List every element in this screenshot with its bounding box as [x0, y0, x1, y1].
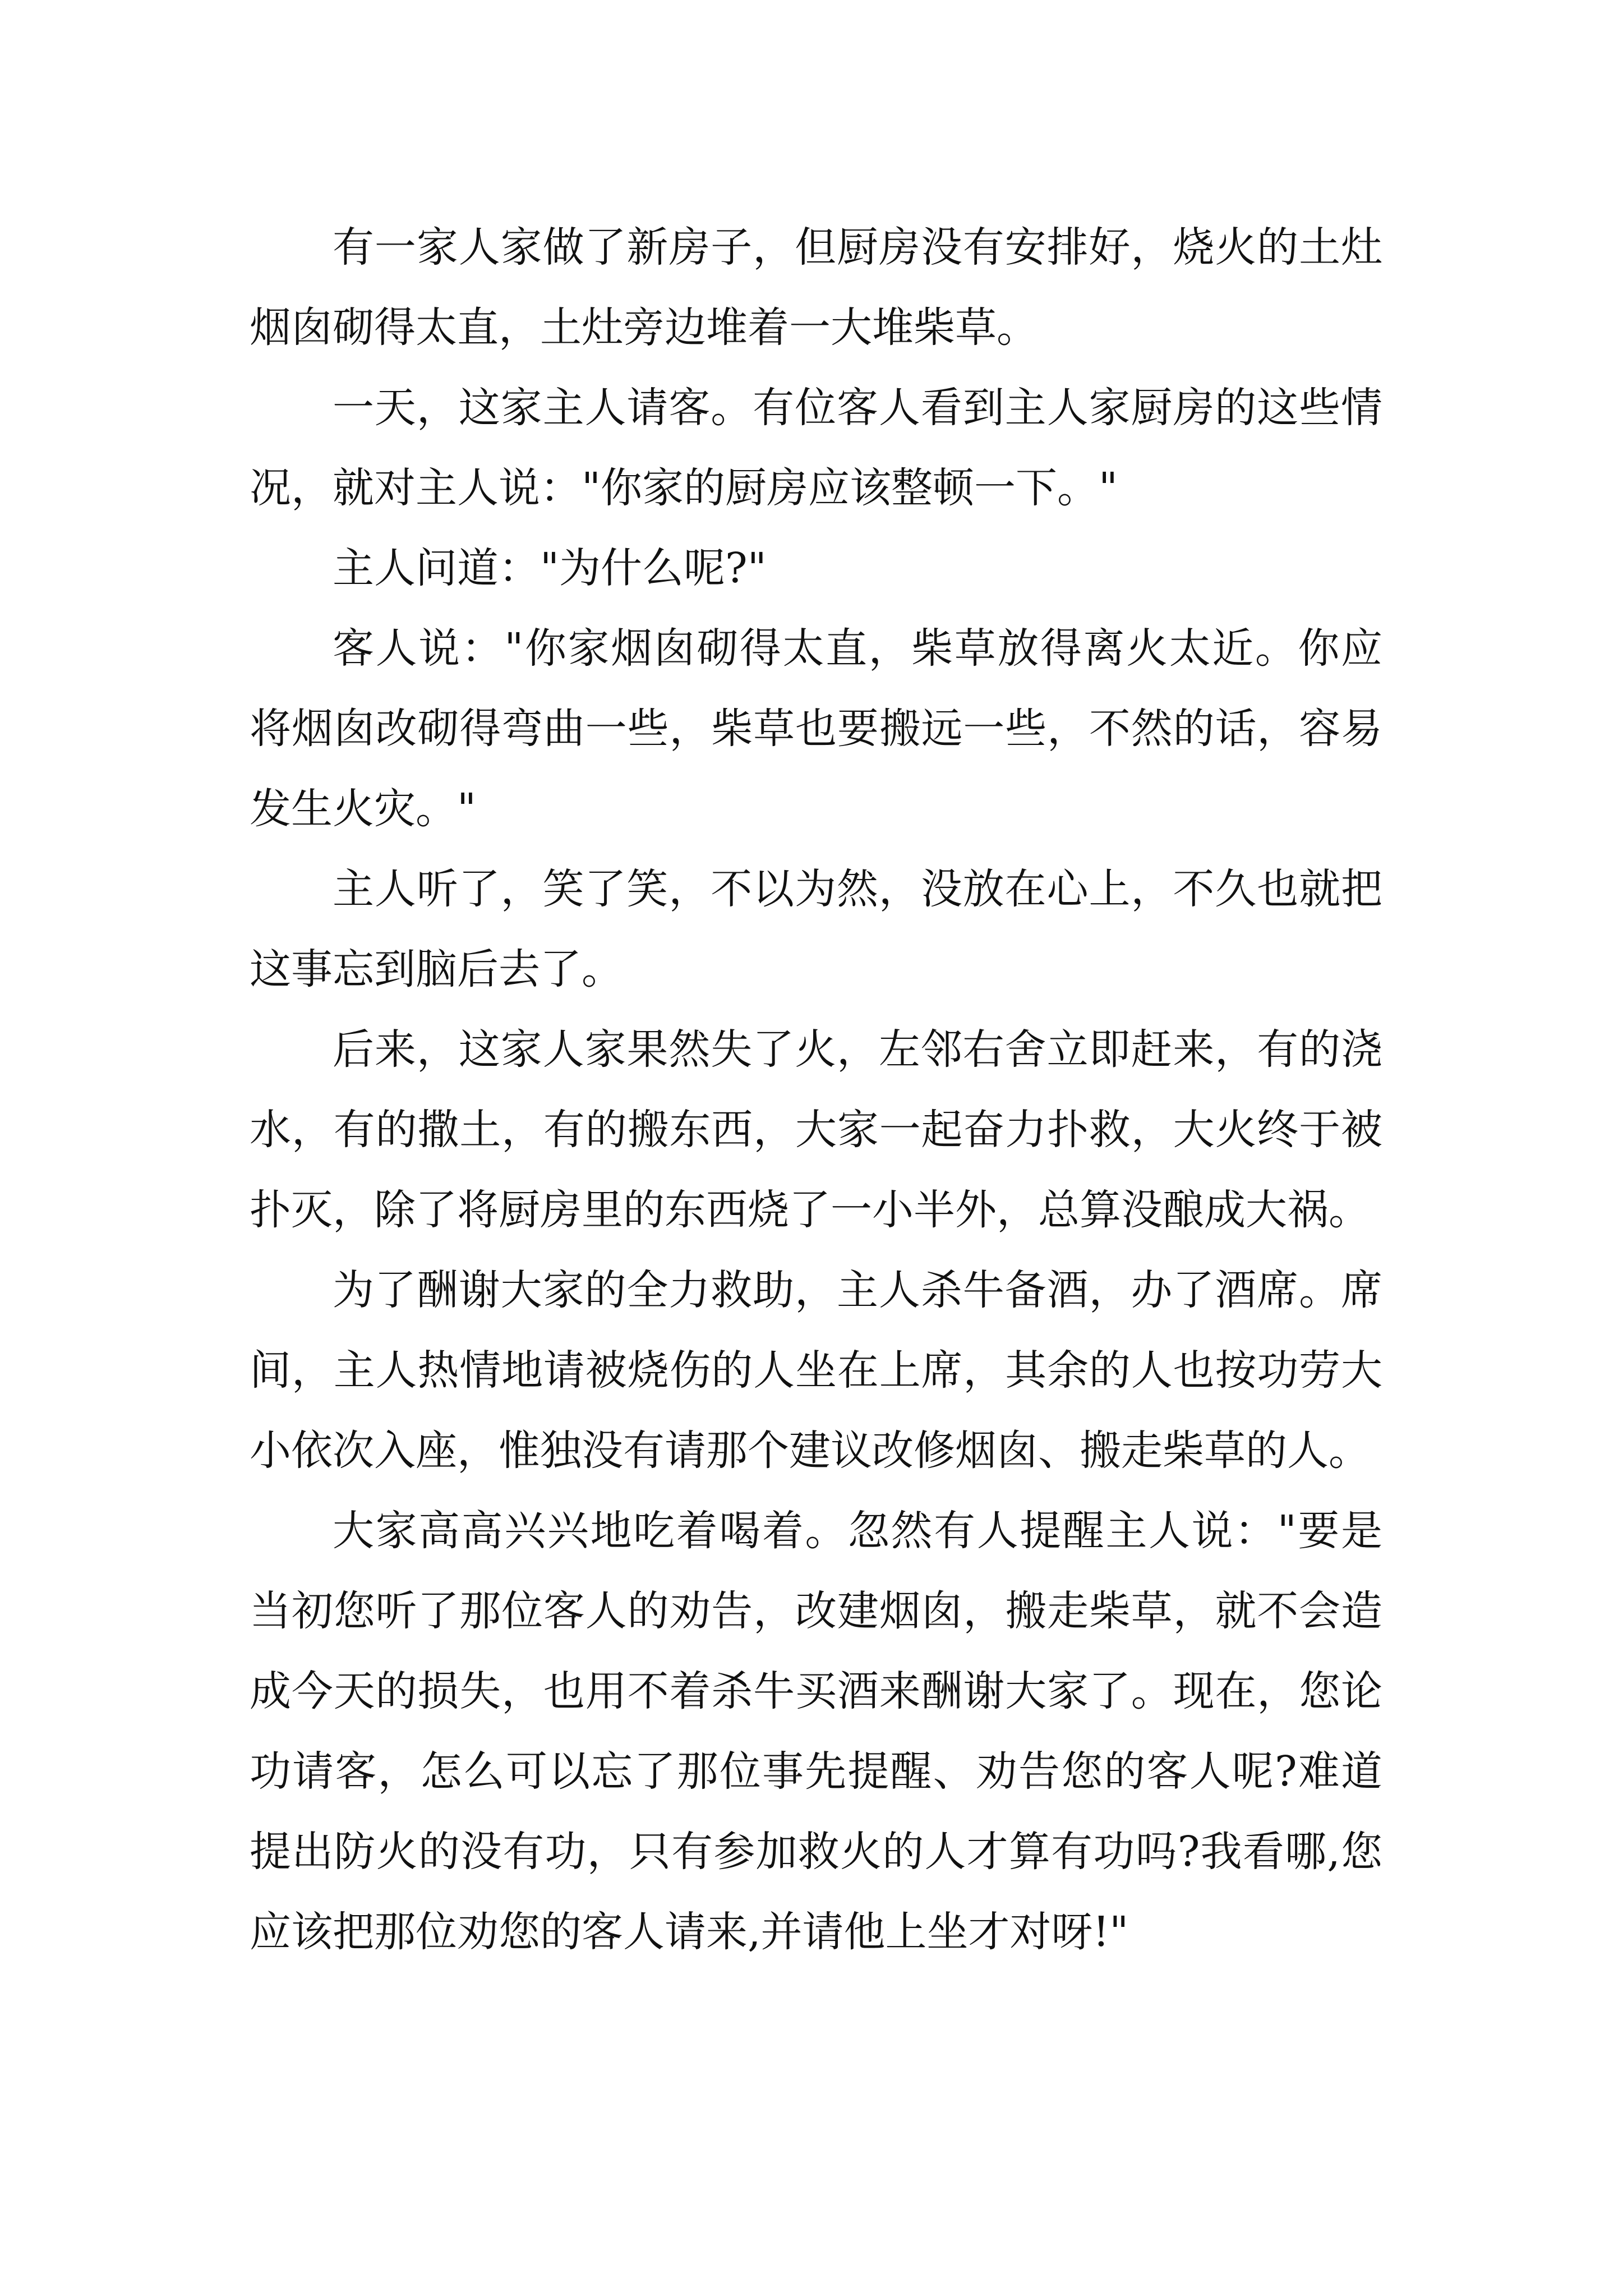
- paragraph-5: 主人听了，笑了笑，不以为然，没放在心上，不久也就把这事忘到脑后去了。: [250, 865, 1382, 993]
- paragraph-8: 大家高高兴兴地吃着喝着。忽然有人提醒主人说："要是当初您听了那位客人的劝告，改建烟囱，搬走柴草，就不会造成今天的损失，也用不着杀牛买酒来酬谢大家了。现在，您论 功请客，怎么可以忘了那位事先提醒、劝告您的客人呢?难道提出防火的没有功，只有参加救火的人才算有功吗?我看哪,您应该把那位劝您的客人请来,并请他上坐才对呀!": [250, 1507, 1382, 1956]
- paragraph-6: 后来，这家人家果然失了火，左邻右舍立即赶来，有的浇水，有的撒土，有的搬东西，大家一起奋力扑救，大火终于被扑灭，除了将厨房里的东西烧了一小半外，总算没酿成大祸。: [250, 1025, 1382, 1234]
- paragraph-3: 主人问道："为什么呢?": [333, 544, 767, 592]
- paragraph-1: 有一家人家做了新房子，但厨房没有安排好，烧火的土灶烟囱砌得太直，土灶旁边堆着一大堆柴草。: [250, 223, 1382, 352]
- story-text: [250, 208, 1382, 1972]
- paragraph-4: 客人说："你家烟囱砌得太直，柴草放得离火太近。你应将烟囱改砌得弯曲一些，柴草也要搬远一些，不然的话，容易发生火灾。": [250, 624, 1382, 833]
- paragraph-7: 为了酬谢大家的全力救助，主人杀牛备酒，办了酒席。席间，主人热情地请被烧伤的人坐在上席，其余的人也按功劳大小依次入座，惟独没有请那个建议改修烟囱、搬走柴草的人。: [250, 1266, 1382, 1475]
- paragraph-2: 一天，这家主人请客。有位客人看到主人家厨房的这些情况，就对主人说："你家的厨房应该整顿一下。": [250, 384, 1382, 512]
